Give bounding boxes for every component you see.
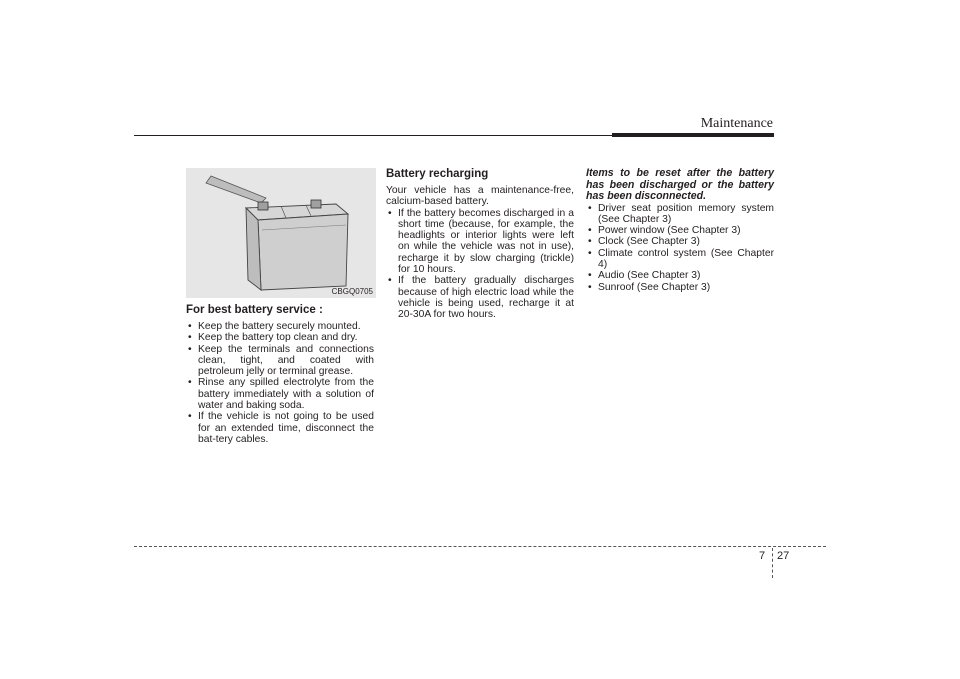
battery-drawing xyxy=(186,168,376,298)
list-item: • Clock (See Chapter 3) xyxy=(586,236,774,247)
reset-section xyxy=(586,168,774,293)
list-item: • Driver seat position memory system (See Chapter 3) xyxy=(586,203,774,226)
list-item: • Sunroof (See Chapter 3) xyxy=(586,282,774,293)
recharging-heading: Battery recharging xyxy=(386,168,489,180)
battery-illustration xyxy=(186,168,376,298)
list-item: • Power window (See Chapter 3) xyxy=(586,225,774,236)
chapter-number: 7 xyxy=(759,550,766,562)
page-number: 27 xyxy=(777,550,790,562)
header-bar xyxy=(612,133,774,137)
footer-rule xyxy=(134,546,826,547)
list-item: • If the battery gradually discharges because of high electric load while the vehicle is being used, recharge it at 20-30A for two hours. xyxy=(386,275,574,320)
list-item: • Keep the battery securely mounted. xyxy=(186,321,374,332)
list-item: • Climate control system (See Chapter 4) xyxy=(586,248,774,271)
figure-code: CBGQ0705 xyxy=(331,287,373,296)
recharging-list xyxy=(386,208,574,321)
list-item: • If the battery becomes discharged in a short time (because, for example, the headlights or interior lights were left on while the vehicle was not in use), recharge it by slow charging (trickle) for 10 hours. xyxy=(386,208,574,276)
battery-service-heading: For best battery service : xyxy=(186,304,323,316)
reset-list xyxy=(586,203,774,293)
list-item: • Rinse any spilled electrolyte from the battery immediately with a solution of water and baking soda. xyxy=(186,377,374,411)
list-item: • If the vehicle is not going to be used for an extended time, disconnect the bat-tery cables. xyxy=(186,411,374,445)
section-title: Maintenance xyxy=(700,116,773,131)
recharging-section xyxy=(386,168,574,321)
footer-divider xyxy=(772,548,773,578)
list-item: • Audio (See Chapter 3) xyxy=(586,270,774,281)
recharging-intro: Your vehicle has a maintenance-free, calcium-based battery. xyxy=(386,185,574,208)
reset-heading: Items to be reset after the battery has been discharged or the battery has been disconnected. xyxy=(586,167,774,202)
battery-service-list xyxy=(186,321,374,445)
list-item: • Keep the battery top clean and dry. xyxy=(186,332,374,343)
battery-service-section xyxy=(186,304,374,445)
list-item: • Keep the terminals and connections clean, tight, and coated with petroleum jelly or terminal grease. xyxy=(186,344,374,378)
